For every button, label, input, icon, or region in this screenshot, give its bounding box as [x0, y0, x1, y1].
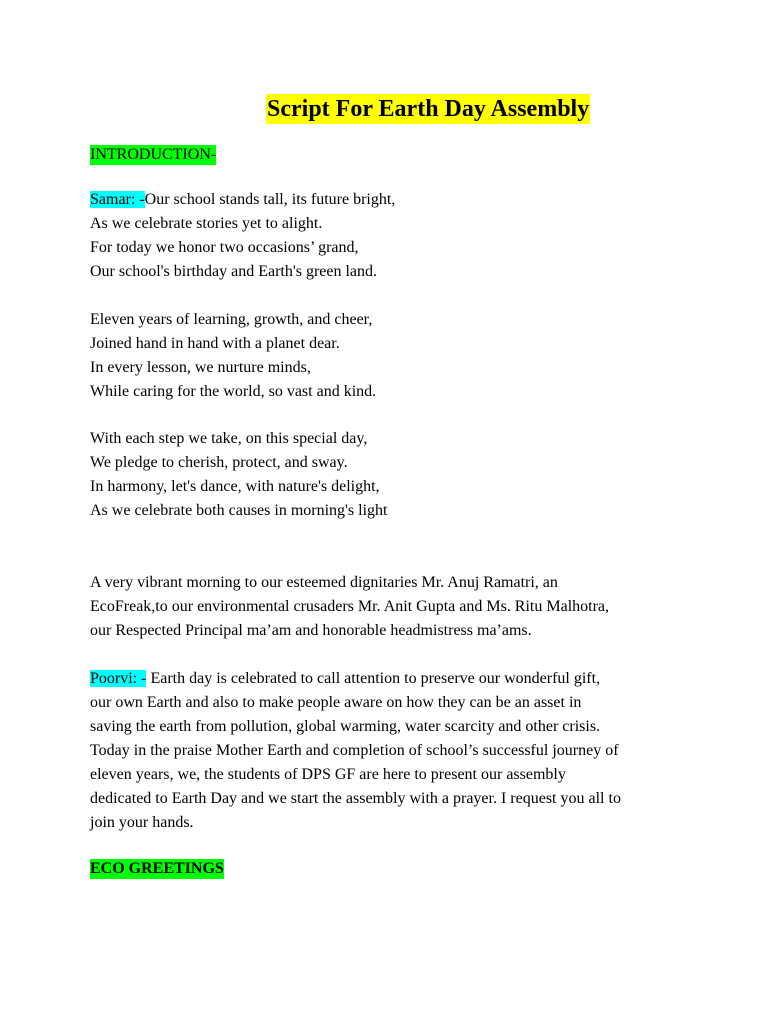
poem-line: As we celebrate both causes in morning's light [90, 502, 388, 519]
poem-line: In harmony, let's dance, with nature's delight, [90, 478, 380, 495]
paragraph-line: our own Earth and also to make people aware on how they can be an asset in [90, 694, 582, 711]
speaker-label-poorvi: Poorvi: - [90, 670, 147, 687]
samar-stanza-3 [90, 427, 690, 523]
poorvi-first-line [90, 667, 690, 691]
document-title: Script For Earth Day Assembly [267, 96, 590, 122]
poem-line: As we celebrate stories yet to alight. [90, 215, 323, 232]
introduction-heading: INTRODUCTION- [90, 146, 217, 163]
poem-line: Joined hand in hand with a planet dear. [90, 335, 340, 352]
poorvi-paragraph [90, 667, 690, 835]
paragraph-line: our Respected Principal ma’am and honorable headmistress ma’ams. [90, 622, 532, 639]
samar-line-text: Our school stands tall, its future bright, [144, 191, 396, 208]
samar-stanza-2 [90, 308, 690, 404]
poem-line: Our school's birthday and Earth's green land. [90, 263, 378, 280]
paragraph-line: EcoFreak,to our environmental crusaders Mr. Anit Gupta and Ms. Ritu Malhotra, [90, 598, 610, 615]
paragraph-line: join your hands. [90, 814, 194, 831]
paragraph-line: A very vibrant morning to our esteemed dignitaries Mr. Anuj Ramatri, an [90, 574, 558, 591]
speaker-label-samar: Samar: - [90, 191, 145, 208]
poem-line: We pledge to cherish, protect, and sway. [90, 454, 348, 471]
samar-first-line [90, 188, 690, 212]
paragraph-line: eleven years, we, the students of DPS GF are here to present our assembly [90, 766, 566, 783]
eco-greetings-heading: ECO GREETINGS [90, 860, 224, 877]
paragraph-line: Today in the praise Mother Earth and completion of school’s successful journey of [90, 742, 619, 759]
poem-line: In every lesson, we nurture minds, [90, 359, 311, 376]
poem-line: While caring for the world, so vast and kind. [90, 383, 377, 400]
welcome-paragraph [90, 571, 690, 643]
samar-stanza-1 [90, 188, 690, 284]
paragraph-line: saving the earth from pollution, global warming, water scarcity and other crisis. [90, 718, 601, 735]
paragraph-line: dedicated to Earth Day and we start the assembly with a prayer. I request you all to [90, 790, 621, 807]
poem-line: For today we honor two occasions’ grand, [90, 239, 359, 256]
poorvi-line-text: Earth day is celebrated to call attention to preserve our wonderful gift, [146, 670, 601, 687]
poem-line: Eleven years of learning, growth, and cheer, [90, 311, 373, 328]
poem-line: With each step we take, on this special day, [90, 430, 368, 447]
